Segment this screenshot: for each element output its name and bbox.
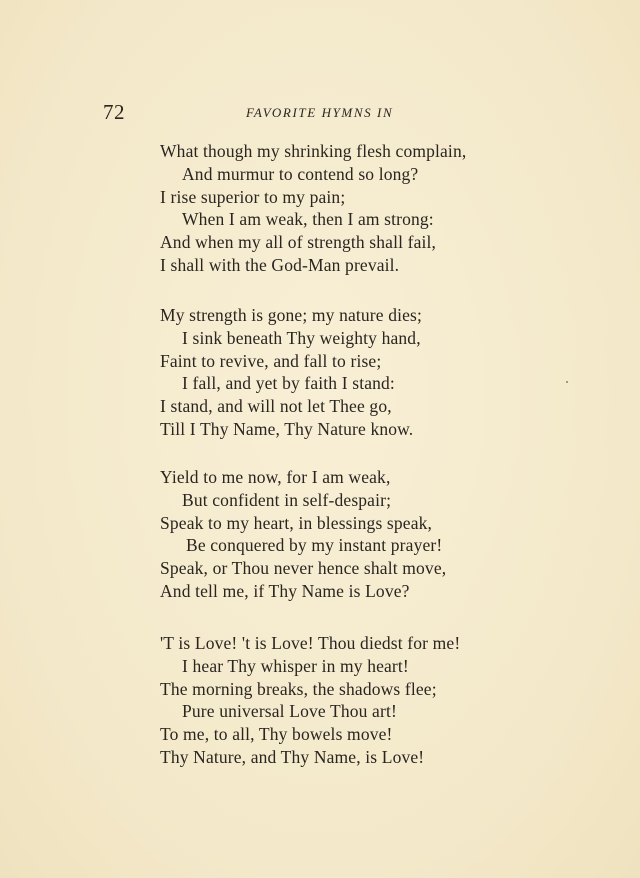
verse-line: I stand, and will not let Thee go, [160,396,392,417]
stanza-2 [160,304,560,441]
verse-line: I fall, and yet by faith I stand: [182,373,395,394]
verse-line: When I am weak, then I am strong: [182,209,434,230]
verse-line: Speak to my heart, in blessings speak, [160,512,433,533]
verse-line: Till I Thy Name, Thy Nature know. [160,418,414,439]
stanza-3 [160,466,560,603]
verse-line: And tell me, if Thy Name is Love? [160,580,410,601]
verse-line: 'T is Love! 't is Love! Thou diedst for me! [160,633,461,653]
page-number: 72 [103,100,125,124]
stanza-4 [160,632,560,769]
verse-line: Yield to me now, for I am weak, [160,467,391,487]
verse-line: My strength is gone; my nature dies; [160,305,423,325]
verse-line: Pure universal Love Thou art! [182,701,397,722]
verse-line: What though my shrinking flesh complain, [160,141,467,161]
verse-line: I hear Thy whisper in my heart! [182,655,409,676]
verse-line: But confident in self-despair; [182,489,392,510]
running-title: FAVORITE HYMNS IN [246,105,394,120]
verse-line: I sink beneath Thy weighty hand, [182,327,421,348]
stanza-1 [160,140,560,277]
verse-line: Speak, or Thou never hence shalt move, [160,558,447,579]
verse-line: Thy Nature, and Thy Name, is Love! [160,746,425,767]
verse-line: Faint to revive, and fall to rise; [160,350,382,371]
verse-line: To me, to all, Thy bowels move! [160,724,393,745]
verse-line: And murmur to contend so long? [182,163,419,184]
verse-line: I rise superior to my pain; [160,186,346,207]
paper-speck [566,381,568,383]
page-header [0,100,640,126]
verse-line: The morning breaks, the shadows flee; [160,678,437,699]
verse-line: Be conquered by my instant prayer! [186,535,443,556]
verse-line: And when my all of strength shall fail, [160,232,437,253]
verse-line: I shall with the God-Man prevail. [160,254,400,275]
